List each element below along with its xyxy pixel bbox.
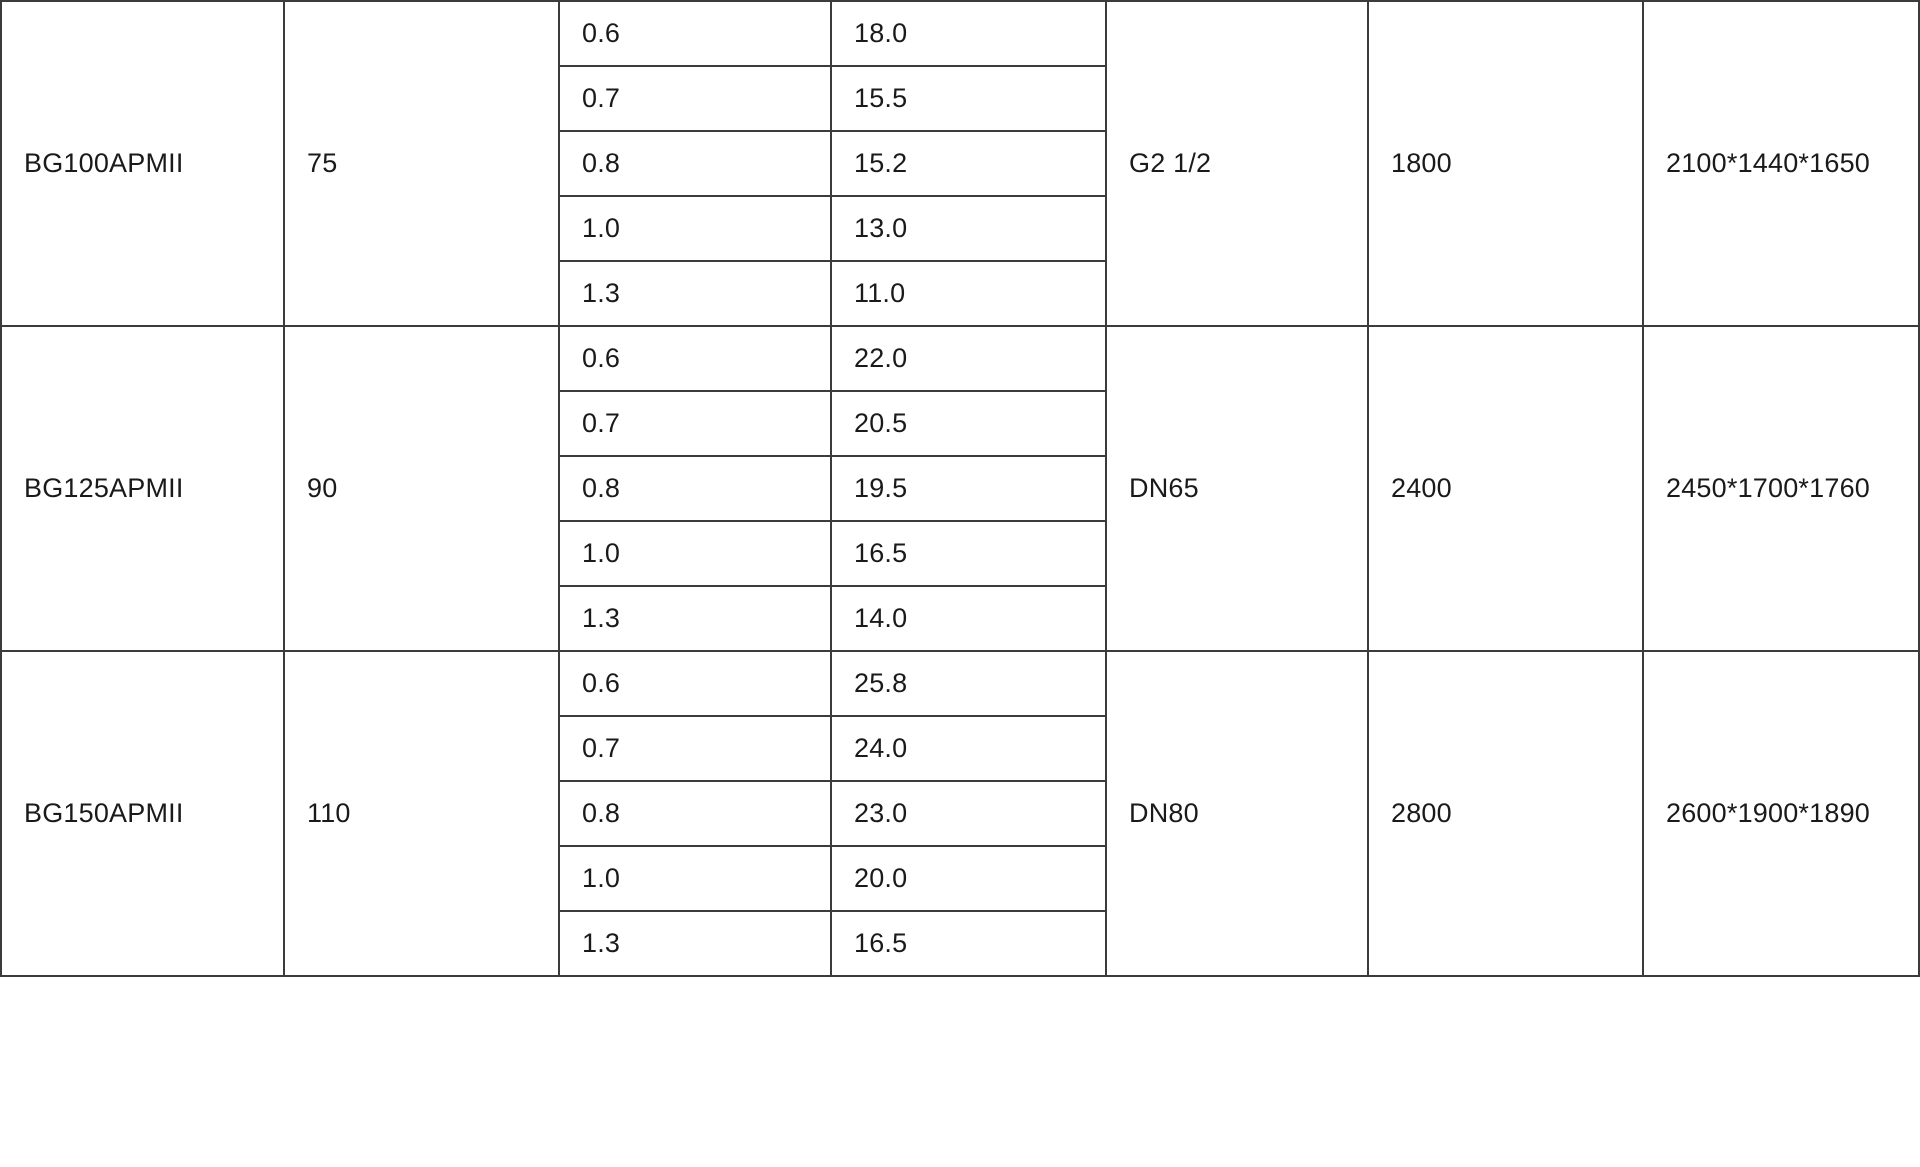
cell-pressure: 1.0	[559, 521, 831, 586]
cell-pressure: 1.3	[559, 586, 831, 651]
cell-pressure: 0.6	[559, 651, 831, 716]
cell-port: DN65	[1106, 326, 1368, 651]
cell-flow: 20.5	[831, 391, 1106, 456]
cell-flow: 24.0	[831, 716, 1106, 781]
cell-dimensions: 2100*1440*1650	[1643, 1, 1919, 326]
cell-pressure: 1.3	[559, 261, 831, 326]
cell-model: BG150APMII	[1, 651, 284, 976]
cell-flow: 16.5	[831, 521, 1106, 586]
cell-flow: 18.0	[831, 1, 1106, 66]
cell-power: 75	[284, 1, 559, 326]
cell-dimensions: 2600*1900*1890	[1643, 651, 1919, 976]
cell-pressure: 1.0	[559, 846, 831, 911]
table-row	[1, 1, 1919, 66]
cell-flow: 22.0	[831, 326, 1106, 391]
cell-flow: 19.5	[831, 456, 1106, 521]
cell-pressure: 0.6	[559, 1, 831, 66]
cell-weight: 2400	[1368, 326, 1643, 651]
cell-flow: 15.5	[831, 66, 1106, 131]
cell-model: BG125APMII	[1, 326, 284, 651]
cell-flow: 16.5	[831, 911, 1106, 976]
cell-pressure: 1.0	[559, 196, 831, 261]
cell-pressure: 0.8	[559, 781, 831, 846]
cell-dimensions: 2450*1700*1760	[1643, 326, 1919, 651]
cell-pressure: 0.6	[559, 326, 831, 391]
cell-weight: 2800	[1368, 651, 1643, 976]
cell-model: BG100APMII	[1, 1, 284, 326]
cell-power: 90	[284, 326, 559, 651]
cell-pressure: 0.7	[559, 66, 831, 131]
cell-flow: 13.0	[831, 196, 1106, 261]
cell-pressure: 0.8	[559, 131, 831, 196]
cell-flow: 23.0	[831, 781, 1106, 846]
cell-flow: 25.8	[831, 651, 1106, 716]
cell-flow: 20.0	[831, 846, 1106, 911]
cell-port: G2 1/2	[1106, 1, 1368, 326]
cell-pressure: 0.8	[559, 456, 831, 521]
cell-weight: 1800	[1368, 1, 1643, 326]
table-row	[1, 326, 1919, 391]
cell-pressure: 0.7	[559, 391, 831, 456]
cell-flow: 14.0	[831, 586, 1106, 651]
cell-port: DN80	[1106, 651, 1368, 976]
cell-flow: 15.2	[831, 131, 1106, 196]
cell-pressure: 1.3	[559, 911, 831, 976]
cell-pressure: 0.7	[559, 716, 831, 781]
cell-power: 110	[284, 651, 559, 976]
cell-flow: 11.0	[831, 261, 1106, 326]
table-row	[1, 651, 1919, 716]
